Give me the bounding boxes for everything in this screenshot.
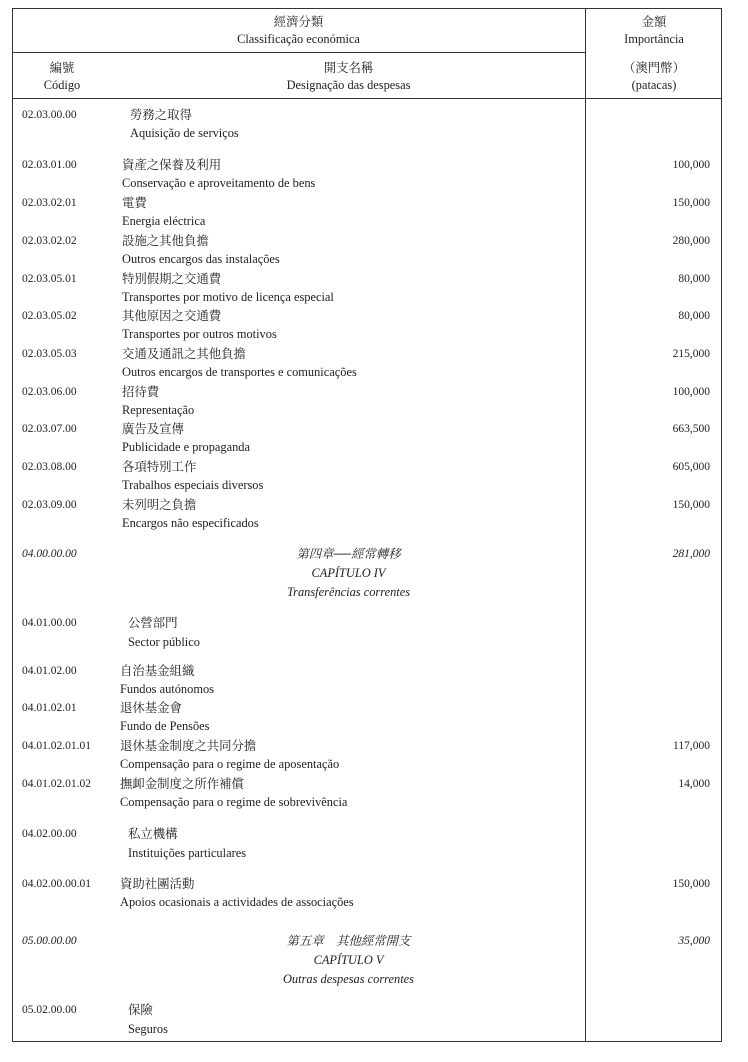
row-code: 04.02.00.00.01 [22,878,91,890]
row-code: 04.01.02.01.02 [22,778,91,790]
chapter-number: CAPÍTULO V [313,953,384,967]
row-code: 02.03.05.02 [22,310,77,322]
chapter-code: 05.00.00.00 [22,935,77,947]
chapter-code: 04.00.00.00 [22,548,77,560]
row-code: 04.01.00.00 [22,617,77,629]
row-code: 02.03.01.00 [22,159,77,171]
header-currency-pt: (patacas) [631,78,677,92]
row-label-pt: Conservação e aproveitamento de bens [122,176,316,190]
row-amount: 150,000 [672,197,710,209]
header-code-pt: Código [43,78,81,92]
row-label-zh: 特別假期之交通費 [122,272,222,286]
row-amount: 150,000 [672,499,710,511]
row-code: 04.01.02.01.01 [22,740,91,752]
row-label-zh: 撫卹金制度之所作補償 [120,777,244,791]
header-divider [12,52,585,53]
row-label-pt: Outros encargos das instalações [122,252,280,266]
row-amount: 150,000 [672,878,710,890]
row-code: 02.03.00.00 [22,109,77,121]
row-label-zh: 電費 [122,196,147,210]
header-amount-zh: 金額 [641,15,667,29]
header-classification-pt: Classificação económica [237,32,360,46]
row-label-pt: Fundos autónomos [120,682,214,696]
row-amount: 605,000 [672,461,710,473]
chapter-amount: 281,000 [672,548,710,560]
row-amount: 280,000 [672,235,710,247]
chapter-title-pt: Transferências correntes [286,585,411,599]
row-code: 05.02.00.00 [22,1004,77,1016]
row-label-zh: 公營部門 [128,616,178,630]
row-label-pt: Aquisição de serviços [130,126,239,140]
row-code: 02.03.09.00 [22,499,77,511]
chapter-number: CAPÍTULO IV [311,566,386,580]
header-amount-pt: Importância [624,32,684,46]
row-amount: 80,000 [678,273,710,285]
row-label-pt: Fundo de Pensões [120,719,210,733]
chapter-title-zh: 第四章──經常轉移 [296,547,401,561]
row-label-zh: 廣告及宣傳 [122,422,184,436]
row-label-pt: Apoios ocasionais a actividades de associações [120,895,354,909]
amount-column-divider [585,8,586,1042]
row-label-pt: Outros encargos de transportes e comunicações [122,365,357,379]
row-amount: 215,000 [672,348,710,360]
row-code: 02.03.08.00 [22,461,77,473]
row-label-pt: Encargos não especificados [122,516,259,530]
row-amount: 100,000 [672,386,710,398]
row-code: 02.03.02.01 [22,197,77,209]
chapter-title-zh: 第五章 其他經常開支 [286,934,411,948]
row-label-zh: 自治基金組織 [120,664,195,678]
header-classification-zh: 經濟分類 [273,15,324,29]
row-label-pt: Compensação para o regime de aposentação [120,757,340,771]
row-label-zh: 招待費 [122,385,160,399]
row-code: 02.03.07.00 [22,423,77,435]
row-amount: 100,000 [672,159,710,171]
row-label-zh: 退休基金會 [120,701,182,715]
row-label-zh: 資助社團活動 [120,877,195,891]
row-label-zh: 退休基金制度之共同分擔 [120,739,257,753]
row-code: 02.03.06.00 [22,386,77,398]
row-label-pt: Seguros [128,1022,168,1036]
row-amount: 80,000 [678,310,710,322]
header-code-zh: 編號 [49,61,75,75]
row-label-zh: 保險 [128,1003,153,1017]
row-code: 04.01.02.00 [22,665,77,677]
row-label-zh: 各項特別工作 [122,460,197,474]
row-label-zh: 其他原因之交通費 [122,309,222,323]
header-currency-zh: （澳門幣） [623,61,685,75]
row-label-pt: Transportes por motivo de licença especial [122,290,334,304]
row-label-pt: Representação [122,403,195,417]
header-designation-pt: Designação das despesas [286,78,411,92]
row-amount: 117,000 [673,740,710,752]
row-code: 02.03.05.03 [22,348,77,360]
row-label-zh: 私立機構 [128,827,178,841]
row-label-pt: Transportes por outros motivos [122,327,277,341]
row-amount: 663,500 [672,423,710,435]
row-code: 04.01.02.01 [22,702,77,714]
row-amount: 14,000 [678,778,710,790]
row-label-pt: Publicidade e propaganda [122,440,250,454]
header-bottom-rule [12,98,722,99]
chapter-title-pt: Outras despesas correntes [282,972,414,986]
header-designation-zh: 開支名稱 [323,61,374,75]
row-label-pt: Sector público [128,635,200,649]
row-label-zh: 未列明之負擔 [122,498,197,512]
row-label-pt: Energia eléctrica [122,214,206,228]
row-label-zh: 設施之其他負擔 [122,234,209,248]
row-label-pt: Instituições particulares [128,846,247,860]
chapter-amount: 35,000 [678,935,710,947]
row-code: 04.02.00.00 [22,828,77,840]
row-code: 02.03.02.02 [22,235,77,247]
row-label-zh: 資產之保養及利用 [122,158,222,172]
row-label-pt: Trabalhos especiais diversos [122,478,264,492]
row-label-zh: 交通及通訊之其他負擔 [122,347,246,361]
row-label-zh: 勞務之取得 [130,108,192,122]
row-code: 02.03.05.01 [22,273,77,285]
row-label-pt: Compensação para o regime de sobrevivência [120,795,348,809]
